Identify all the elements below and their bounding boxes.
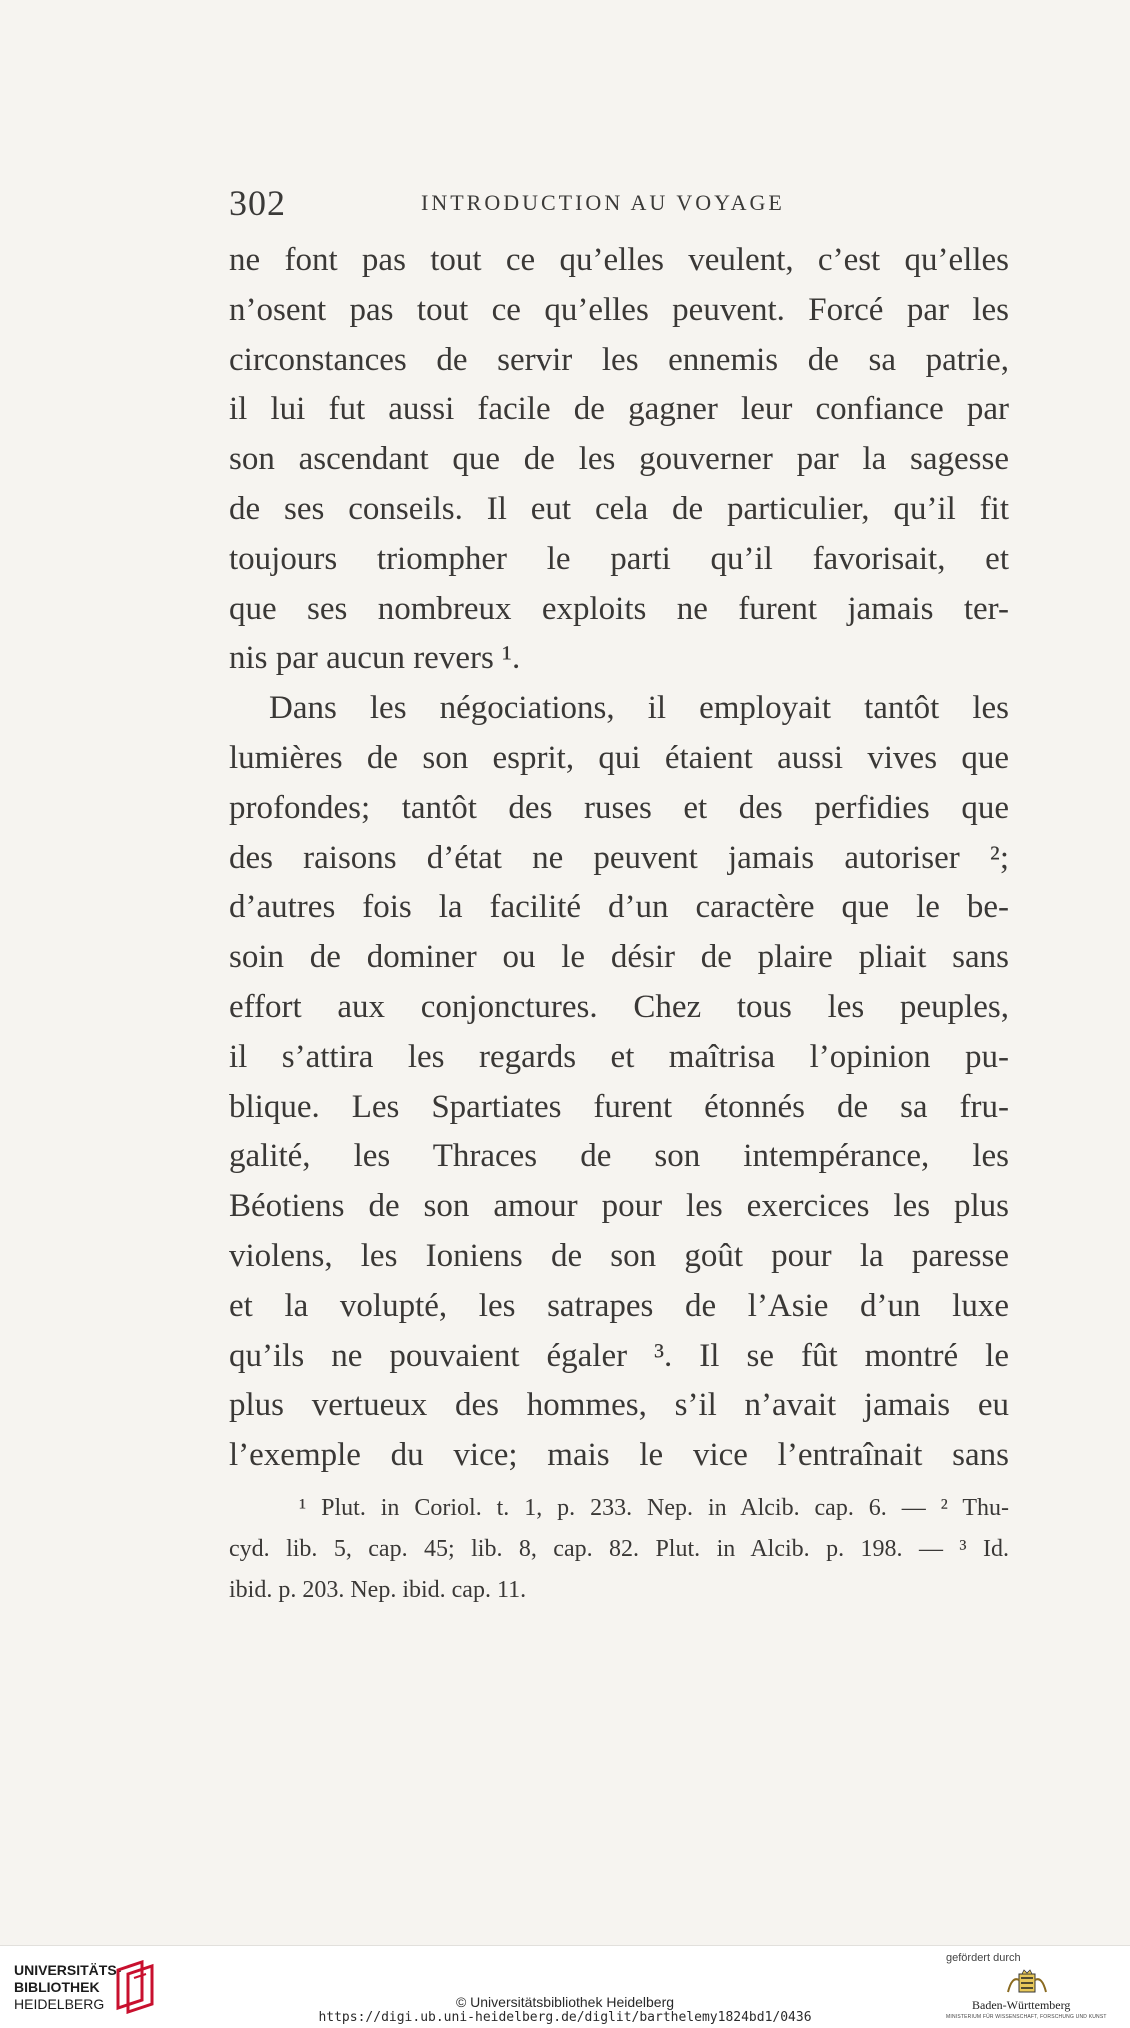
copyright-notice: © Universitätsbibliothek Heidelberg bbox=[455, 1994, 675, 2010]
sponsor-name: Baden-Württemberg bbox=[972, 1998, 1071, 2012]
text-line: galité, les Thraces de son intempérance, les bbox=[229, 1138, 1009, 1175]
text-line: lumières de son esprit, qui étaient aussi vives que bbox=[229, 739, 1009, 776]
library-name-line: BIBLIOTHEK bbox=[14, 1979, 100, 1995]
library-name-line: UNIVERSITÄTS- bbox=[14, 1962, 122, 1978]
sponsor-ministry: MINISTERIUM FÜR WISSENSCHAFT, FORSCHUNG UND KUNST bbox=[946, 2014, 1107, 2020]
footnote-line: ibid. p. 203. Nep. ibid. cap. 11. bbox=[229, 1577, 527, 1603]
text-line: profondes; tantôt des ruses et des perfidies que bbox=[229, 789, 1009, 826]
footnote-line: cyd. lib. 5, cap. 45; lib. 8, cap. 82. Plut. in Alcib. p. 198. — ³ Id. bbox=[229, 1536, 1009, 1562]
text-line: violens, les Ioniens de son goût pour la paresse bbox=[229, 1237, 1009, 1274]
viewer-footer bbox=[0, 1945, 1130, 2028]
text-line: ne font pas tout ce qu’elles veulent, c’est qu’elles bbox=[229, 242, 1009, 278]
text-line: effort aux conjonctures. Chez tous les peuples, bbox=[229, 988, 1009, 1025]
library-name-line: HEIDELBERG bbox=[14, 1996, 105, 2012]
page-number: 302 bbox=[229, 183, 286, 223]
text-line: l’exemple du vice; mais le vice l’entraînait sans bbox=[229, 1437, 1009, 1474]
text-line: soin de dominer ou le désir de plaire pliait sans bbox=[229, 939, 1009, 976]
text-line: et la volupté, les satrapes de l’Asie d’un luxe bbox=[229, 1287, 1009, 1324]
body-text bbox=[229, 236, 1009, 1481]
text-line: nis par aucun revers ¹. bbox=[229, 640, 521, 677]
text-line: circonstances de servir les ennemis de sa patrie, bbox=[229, 341, 1009, 378]
text-line: Dans les négociations, il employait tantôt les bbox=[269, 690, 1009, 727]
footnotes bbox=[229, 1488, 1009, 1611]
text-line: il s’attira les regards et maîtrisa l’opinion pu- bbox=[229, 1038, 1009, 1075]
permalink-url[interactable]: https://digi.ub.uni-heidelberg.de/diglit/barthelemy1824bd1/0436 bbox=[318, 2010, 812, 2025]
text-line: plus vertueux des hommes, s’il n’avait jamais eu bbox=[229, 1387, 1009, 1424]
text-line: des raisons d’état ne peuvent jamais autoriser ²; bbox=[229, 839, 1009, 876]
text-line: que ses nombreux exploits ne furent jamais ter- bbox=[229, 590, 1009, 627]
sponsor-label: gefördert durch bbox=[946, 1952, 1021, 1964]
text-line: toujours triompher le parti qu’il favorisait, et bbox=[229, 540, 1009, 577]
text-line: il lui fut aussi facile de gagner leur confiance par bbox=[229, 391, 1009, 428]
running-title: INTRODUCTION AU VOYAGE bbox=[421, 190, 785, 215]
text-line: d’autres fois la facilité d’un caractère que le be- bbox=[229, 889, 1009, 926]
text-line: Béotiens de son amour pour les exercices les plus bbox=[229, 1188, 1009, 1225]
footnote-line: ¹ Plut. in Coriol. t. 1, p. 233. Nep. in Alcib. cap. 6. — ² Thu- bbox=[299, 1495, 1009, 1521]
text-line: qu’ils ne pouvaient égaler ³. Il se fût montré le bbox=[229, 1337, 1009, 1374]
text-line: blique. Les Spartiates furent étonnés de sa fru- bbox=[229, 1088, 1009, 1125]
page-header bbox=[229, 182, 1009, 230]
text-line: son ascendant que de les gouverner par la sagesse bbox=[229, 441, 1009, 478]
baden-wuerttemberg-crest-icon bbox=[1004, 1968, 1050, 1998]
text-line: de ses conseils. Il eut cela de particulier, qu’il fit bbox=[229, 490, 1009, 527]
text-line: n’osent pas tout ce qu’elles peuvent. Forcé par les bbox=[229, 291, 1009, 328]
